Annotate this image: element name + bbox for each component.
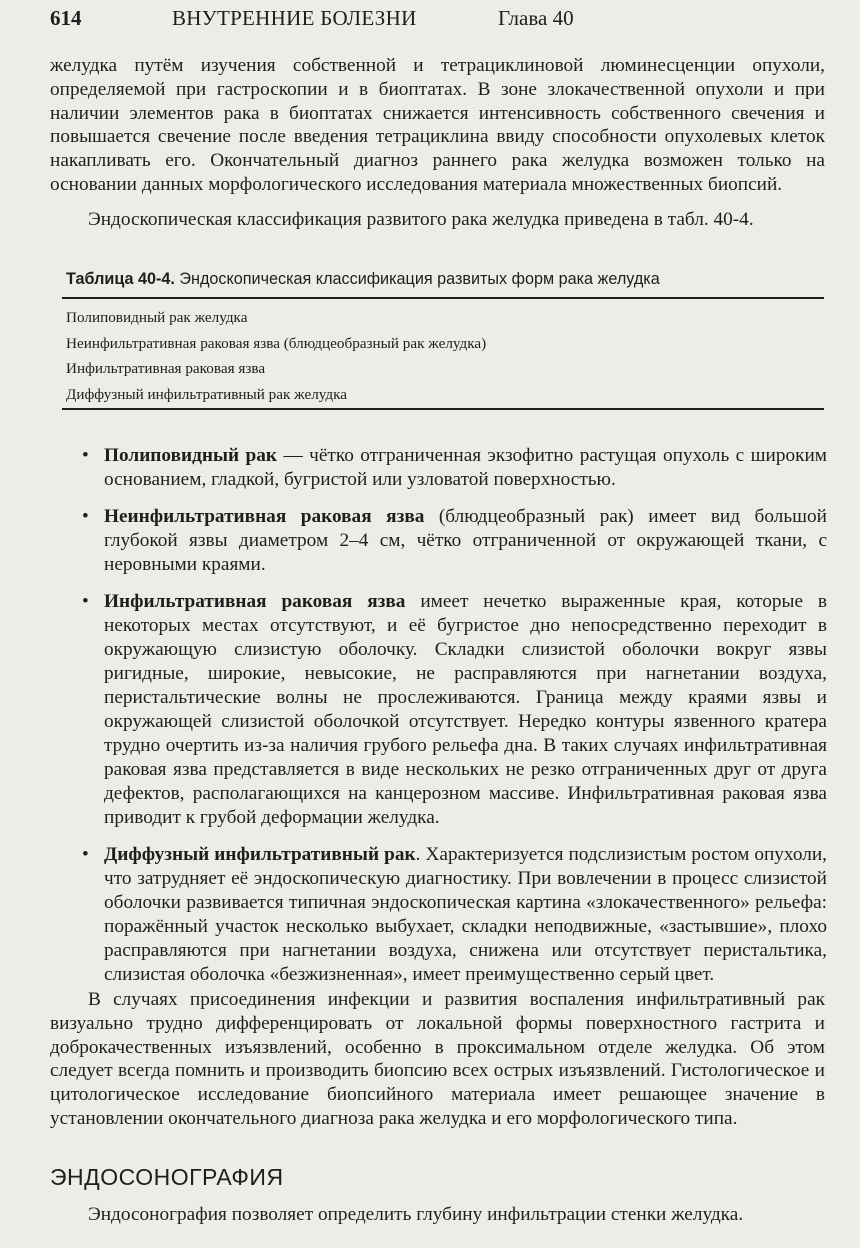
list-item-polypoid: [82, 444, 827, 492]
classification-table: [66, 305, 824, 407]
table-caption-label: Таблица 40-4.: [66, 270, 175, 288]
list-item-term: Неинфильтративная раковая язва: [104, 506, 425, 527]
section-heading: ЭНДОСОНОГРАФИЯ: [50, 1164, 284, 1190]
list-item-text: (блюдцеобразный рак) имеет вид большой глубокой язвы диаметром 2–4 см, чётко отграниченной от окружающей ткани, с неровными краями.: [104, 506, 827, 575]
page-number: 614: [50, 6, 82, 30]
list-item-infiltrative: [82, 590, 827, 830]
paragraph-differential: В случаях присоединения инфекции и развития воспаления инфильтративный рак визуально трудно дифференцировать от локальной формы поверхностного гастрита и доброкачественных изъязвлений, особенно в проксимальном отделе желудка. Об этом следует всегда помнить и производить биопсию всех острых изъязвлений. Гистологическое и цитологическое исследование биопсийного материала имеет решающее значение в установлении окончательного диагноза рака желудка и его морфологического типа.: [50, 989, 825, 1129]
list-item-diffuse: [82, 843, 827, 987]
table-bottom-rule: [62, 408, 824, 410]
paragraph-classification-intro: Эндоскопическая классификация развитого рака желудка приведена в табл. 40-4.: [88, 209, 754, 230]
running-header: [50, 6, 830, 34]
table-row: Диффузный инфильтративный рак желудка: [66, 385, 348, 403]
table-row: Инфильтративная раковая язва: [66, 360, 266, 377]
list-item-term: Полиповидный рак: [104, 445, 278, 466]
paragraph-endosonography: Эндосонография позволяет определить глубину инфильтрации стенки желудка.: [88, 1204, 744, 1225]
table-caption: [66, 270, 826, 289]
table-caption-text: Эндоскопическая классификация развитых форм рака желудка: [179, 270, 660, 288]
list-item-text: . Характеризуется подслизистым ростом опухоли, что затрудняет её эндоскопическую диагностику. При вовлечении в процесс слизистой оболочки развивается типичная эндоскопическая картина «злокачественного» рельефа: поражённый участок несколько выбухает, складки неподвижные, «застывшие», плохо расправляются при нагнетании воздуха, снижена или отсутствует перистальтика, слизистая оболочка «безжизненная», имеет преимущественно серый цвет.: [104, 844, 827, 985]
book-title: ВНУТРЕННИЕ БОЛЕЗНИ: [172, 6, 417, 30]
bullet-dot: •: [82, 844, 89, 865]
table-top-rule: [62, 297, 824, 299]
list-item-term: Диффузный инфильтративный рак: [104, 844, 416, 865]
chapter-label: Глава 40: [498, 6, 574, 30]
bullet-dot: •: [82, 445, 89, 466]
cancer-forms-list: [82, 444, 827, 1000]
list-item-text: имеет нечетко выраженные края, которые в некоторых местах отсутствуют, и её бугристое дно непосредственно переходит в окружающую слизистую оболочку. Складки слизистой оболочки вокруг язвы ригидные, широкие, невысокие, не расправляются при нагнетании воздуха, перистальтические волны не прослеживаются. Граница между краями язвы и окружающей слизистой оболочкой отсутствует. Нередко контуры язвенного кратера трудно очертить из-за наличия грубого рельефа дна. В таких случаях инфильтративная раковая язва представляется в виде нескольких не резко отграниченных друг от друга дефектов, располагающихся на канцерозном массиве. Инфильтративная раковая язва приводит к грубой деформации желудка.: [104, 591, 827, 828]
table-row: Полиповидный рак желудка: [66, 309, 248, 326]
paragraph-luminescence: желудка путём изучения собственной и тетрациклиновой люминесценции опухоли, определяемой при гастроскопии и в биоптатах. В зоне злокачественной опухоли и при наличии элементов рака в биоптатах снижается интенсивность собственного свечения и повышается свечение после введения тетрациклина ввиду способности опухолевых клеток накапливать его. Окончательный диагноз раннего рака желудка возможен только на основании данных морфологического исследования материала множественных биопсий.: [50, 55, 825, 195]
list-item-term: Инфильтративная раковая язва: [104, 591, 406, 612]
bullet-dot: •: [82, 506, 89, 527]
list-item-text: — чётко отграниченная экзофитно растущая опухоль с широким основанием, гладкой, бугристой или узловатой поверхностью.: [104, 445, 827, 490]
list-item-noninfiltrative: [82, 505, 827, 577]
bullet-dot: •: [82, 591, 89, 612]
table-row: Неинфильтративная раковая язва (блюдцеобразный рак желудка): [66, 334, 487, 352]
